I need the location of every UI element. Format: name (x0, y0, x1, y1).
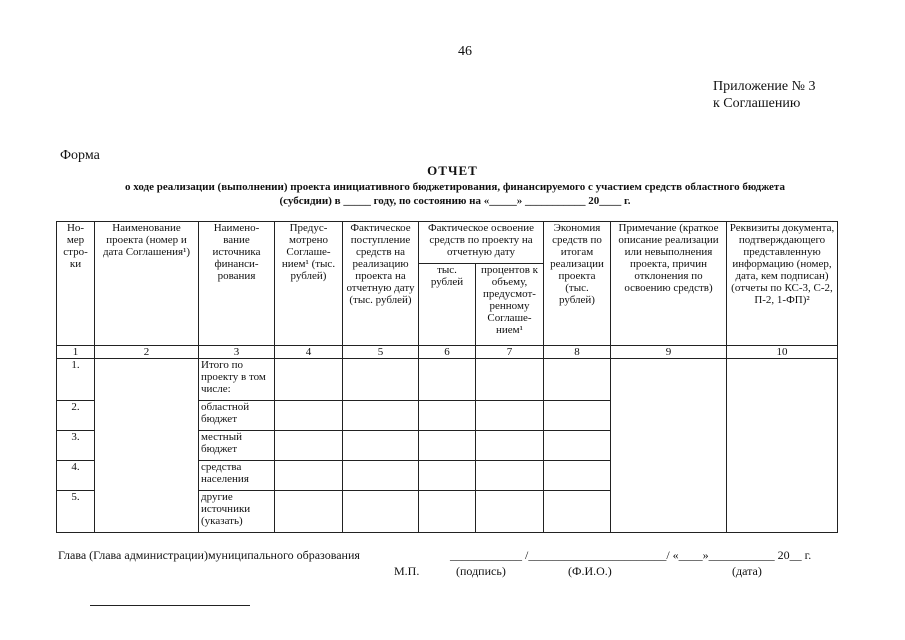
column-number: 10 (727, 346, 838, 359)
column-number: 2 (95, 346, 199, 359)
document-details-cell (727, 359, 838, 533)
report-title: ОТЧЕТ (427, 163, 478, 178)
note-cell (611, 359, 727, 533)
column-number: 7 (476, 346, 544, 359)
footnote-separator (90, 605, 250, 606)
column-number: 8 (544, 346, 611, 359)
appendix-line-1: Приложение № 3 (713, 79, 816, 94)
row-number: 1. (57, 359, 95, 401)
row-number: 3. (57, 431, 95, 461)
source-cell: Итого по проекту в том числе: (199, 359, 275, 401)
source-cell: другие источники (указать) (199, 491, 275, 533)
column-number: 5 (343, 346, 419, 359)
fio-caption: (Ф.И.О.) (568, 564, 612, 578)
project-name-cell (95, 359, 199, 533)
signature-labels (394, 564, 794, 578)
source-cell: местный бюджет (199, 431, 275, 461)
header-document-details: Реквизиты документа, подтверждающего представленную информацию (номер, дата, кем подписан) (отчеты по КС-3, С-2, П-2, 1-ФП)² (727, 222, 838, 346)
header-percent: процентов к объему, предусмот-ренному Соглаше-нием¹ (476, 264, 544, 346)
header-thousand-rubles: тыс. рублей (419, 264, 476, 346)
page-number: 46 (458, 44, 472, 59)
header-actual-spending: Фактическое освоение средств по проекту на отчетную дату (419, 222, 544, 264)
signature-line: ____________ /_______________________/ «____»___________ 20__ г. (450, 548, 812, 562)
stamp-label: М.П. (394, 564, 420, 578)
header-savings: Экономия средств по итогам реализации проекта (тыс. рублей) (544, 222, 611, 346)
source-cell: областной бюджет (199, 401, 275, 431)
column-number: 4 (275, 346, 343, 359)
report-subtitle (40, 180, 870, 208)
header-planned: Предус-мотрено Соглаше-нием¹ (тыс. рублей) (275, 222, 343, 346)
appendix-line-2: к Соглашению (713, 96, 801, 111)
row-number: 2. (57, 401, 95, 431)
subtitle-line-2: (субсидии) в _____ году, по состоянию на «_____» ___________ 20____ г. (279, 195, 631, 207)
header-funding-source: Наимено-вание источника финанси-рования (199, 222, 275, 346)
head-label: Глава (Глава администрации)муниципального образования (58, 548, 360, 562)
signature-caption: (подпись) (456, 564, 506, 578)
header-row-number: Но-мер стро-ки (57, 222, 95, 346)
column-number: 6 (419, 346, 476, 359)
row-number: 5. (57, 491, 95, 533)
column-number: 1 (57, 346, 95, 359)
table-row (57, 359, 838, 401)
report-table (56, 221, 838, 533)
source-cell: средства населения (199, 461, 275, 491)
header-note: Примечание (краткое описание реализации или невыполнения проекта, причин отклонения по освоению средств) (611, 222, 727, 346)
row-number: 4. (57, 461, 95, 491)
header-actual-receipt: Фактическое поступление средств на реализацию проекта на отчетную дату (тыс. рублей) (343, 222, 419, 346)
column-number: 3 (199, 346, 275, 359)
appendix-note (713, 78, 816, 112)
form-label: Форма (60, 148, 100, 163)
header-project-name: Наименование проекта (номер и дата Соглашения¹) (95, 222, 199, 346)
subtitle-line-1: о ходе реализации (выполнении) проекта инициативного бюджетирования, финансируемого с участием средств областного бюджета (125, 181, 785, 193)
date-caption: (дата) (732, 564, 762, 578)
column-number: 9 (611, 346, 727, 359)
